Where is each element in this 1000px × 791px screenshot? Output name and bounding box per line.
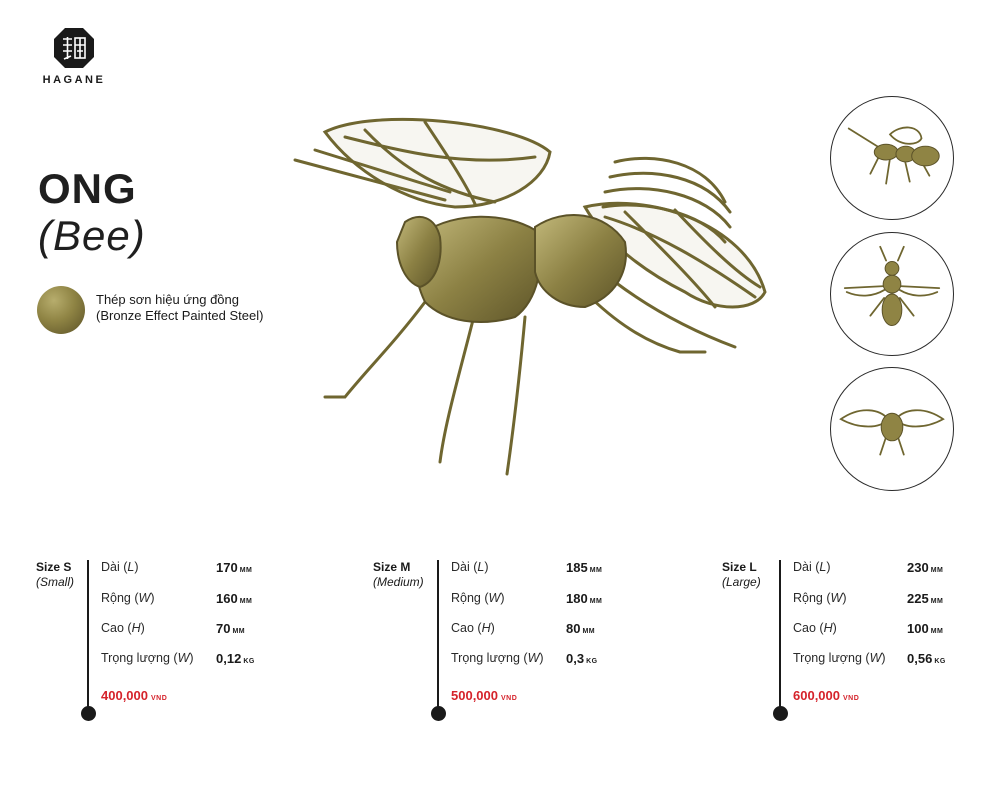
timeline-dot [431,706,446,721]
spec-width-label: Rộng (W) [793,591,847,605]
size-sub: (Small) [36,575,74,589]
size-sub: (Large) [722,575,761,589]
hexagon-kanji-logo-icon [52,26,96,70]
spec-height-label: Cao (H) [101,621,145,635]
size-name: Size M [373,560,411,574]
bee-side-view-icon [831,97,953,219]
spec-weight-value: 0,12 KG [216,651,255,666]
spec-height-label: Cao (H) [451,621,495,635]
bee-front-view-icon [831,368,953,490]
spec-length-label: Dài (L) [451,560,489,574]
spec-height-value: 100 MM [907,621,944,636]
spec-width-value: 180 MM [566,591,603,606]
size-name: Size S [36,560,72,574]
bee-sculpture-image [285,112,785,482]
spec-width-label: Rộng (W) [101,591,155,605]
spec-length-value: 185 MM [566,560,603,575]
product-title: ONG [38,165,137,212]
spec-weight-label: Trọng lượng (W) [451,651,544,665]
timeline-line [779,560,781,710]
timeline-dot [773,706,788,721]
material-en: (Bronze Effect Painted Steel) [96,308,264,323]
spec-width-value: 160 MM [216,591,253,606]
size-sub: (Medium) [373,575,424,589]
material-label [96,292,263,324]
timeline-dot [81,706,96,721]
material-swatch [37,286,85,334]
spec-width-label: Rộng (W) [451,591,505,605]
spec-height-value: 70 MM [216,621,246,636]
spec-length-value: 170 MM [216,560,253,575]
price: 400,000 VND [101,688,168,703]
material-vi: Thép sơn hiệu ứng đồng [96,292,239,307]
thumbnail-front-view[interactable] [830,367,954,491]
timeline-line [87,560,89,710]
spec-weight-label: Trọng lượng (W) [793,651,886,665]
brand-name: HAGANE [42,74,106,86]
brand-logo [42,26,106,86]
bee-top-view-icon [831,233,953,355]
spec-width-value: 225 MM [907,591,944,606]
spec-weight-value: 0,56 KG [907,651,946,666]
thumbnail-top-view[interactable] [830,232,954,356]
spec-height-value: 80 MM [566,621,596,636]
spec-length-label: Dài (L) [101,560,139,574]
size-name: Size L [722,560,757,574]
timeline-line [437,560,439,710]
spec-length-label: Dài (L) [793,560,831,574]
spec-weight-label: Trọng lượng (W) [101,651,194,665]
price: 500,000 VND [451,688,518,703]
spec-height-label: Cao (H) [793,621,837,635]
thumbnail-side-view[interactable] [830,96,954,220]
product-subtitle: (Bee) [38,212,146,259]
spec-length-value: 230 MM [907,560,944,575]
price: 600,000 VND [793,688,860,703]
spec-weight-value: 0,3 KG [566,651,598,666]
